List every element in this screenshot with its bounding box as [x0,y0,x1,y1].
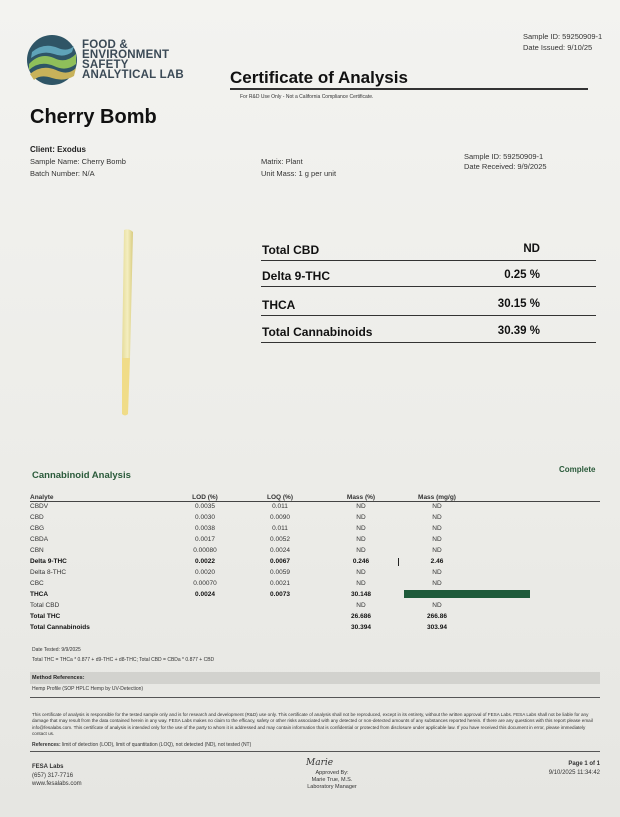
cell-lod: 0.0024 [195,591,215,598]
mass-indicator-tick [398,558,399,566]
cell-analyte: CBDA [30,536,49,543]
cell-analyte: Delta 8-THC [30,569,67,576]
cell-mass-mg: ND [432,525,442,532]
cell-mass-mg: ND [432,580,442,587]
cannabinoid-table [30,491,467,633]
page-number: Page 1 of 1 [568,761,600,767]
approver-name: Marie True, M.S. [311,777,353,783]
company-website: www.fesalabs.com [32,781,82,787]
cell-analyte: CBC [30,580,44,587]
unit-mass: Unit Mass: 1 g per unit [261,169,337,178]
certificate-title: Certificate of Analysis [230,68,408,87]
product-name: Cherry Bomb [30,106,157,128]
summary-value: ND [523,243,540,255]
table-row [30,501,467,512]
date-tested: Date Tested: 9/9/2025 [32,647,81,653]
footer-page-info [518,760,600,777]
table-header-row [30,491,467,501]
cell-loq: 0.011 [272,525,288,532]
references-label: References: [32,742,61,748]
table-row [30,545,467,556]
cell-loq: 0.0067 [270,558,290,565]
disclaimer: This certificate of analysis is responsible for the tested sample only and is for research and development (R&D) use only. This certificate of analysis shall not be reproduced, except in its entirety, without the written approval of FESA Labs. FESA Labs shall not be liable for any damage that may result from the data contained herein in any way. FESA Labs makes no claim to the efficacy, safety or other risks associated with any detected or non-detected amounts of any substances reported herein. If there are any questions with this report please email info@fesalabs.com. This certificate of analysis is intended only for the use of the party to whom it is addressed and may contain information that is confidential or protected from disclosure under applicable law. If you have received this document in error, please immediately contact us. [32,712,593,736]
method-title: Method References: [32,675,85,681]
cell-mass-pct: ND [356,602,366,609]
references-divider [30,751,600,752]
cell-lod: 0.0038 [195,525,215,532]
header-sample-meta [523,31,602,53]
summary-row [261,236,596,261]
col-analyte: Analyte [30,494,54,501]
cell-lod: 0.0017 [195,536,215,543]
sample-name: Sample Name: Cherry Bomb [30,157,126,166]
cell-lod: 0.0035 [195,503,215,510]
client-name: Client: Exodus [30,145,87,154]
logo-line: FOOD & [82,39,128,51]
summary-label: Delta 9-THC [262,269,331,283]
header-sample-id: Sample ID: 59250909-1 [523,32,603,41]
summary-row [261,318,596,343]
cell-lod [165,622,245,633]
references-text: limit of detection (LOD), limit of quantitation (LOQ), not detected (ND), not tested (NT) [62,742,252,748]
col-mass-mg: Mass (mg/g) [418,494,456,501]
cell-mass-pct: ND [356,547,366,554]
product-photo-icon [116,228,138,418]
cell-mass-mg: ND [432,536,442,543]
analysis-title: Cannabinoid Analysis [32,470,131,481]
batch-number: Batch Number: N/A [30,169,95,178]
cell-mass-mg: 2.46 [430,558,444,565]
sample-info-left [30,156,126,180]
cell-loq [245,611,315,622]
table-row [30,556,467,567]
cell-loq: 0.0090 [270,514,290,521]
summary-label: Total CBD [262,243,320,257]
cell-mass-pct: ND [356,536,366,543]
approver-title: Laboratory Manager [307,784,357,790]
header-date-issued: Date Issued: 9/10/25 [523,43,593,52]
sample-info-middle [261,156,336,180]
table-row [30,600,467,611]
cell-lod: 0.0022 [195,558,215,565]
matrix: Matrix: Plant [261,157,303,166]
print-timestamp: 9/10/2025 11:34:42 [548,769,600,776]
cell-mass-pct: 30.148 [351,591,371,598]
cell-analyte: CBD [30,514,44,521]
cell-mass-mg: ND [432,514,442,521]
table-row [30,578,467,589]
cell-analyte: Total CBD [30,602,60,609]
logo-line: SAFETY [82,59,129,71]
summary-value: 0.25 % [504,269,540,281]
method-divider [30,697,600,698]
col-mass-pct: Mass (%) [346,494,376,501]
cell-mass-mg: ND [432,569,442,576]
cell-loq [245,600,315,611]
summary-value: 30.39 % [497,325,540,337]
cell-lod: 0.0020 [195,569,215,576]
summary-label: THCA [262,298,296,312]
cell-mass-mg: ND [432,547,442,554]
cell-analyte: Total Cannabinoids [30,624,90,631]
cell-analyte: CBDV [30,503,49,510]
cell-mass-pct: ND [356,569,366,576]
cell-lod: 0.00080 [193,547,217,554]
analysis-status: Complete [559,465,596,474]
cell-loq: 0.0059 [270,569,290,576]
sample-id: Sample ID: 59250909-1 [464,152,544,161]
company-phone: (657) 317-7716 [32,772,74,779]
cell-analyte: CBN [30,547,44,554]
total-formula: Total THC = THCa * 0.877 + d9-THC + d8-THC; Total CBD = CBDa * 0.877 + CBD [32,657,215,663]
sample-info-right [464,152,547,172]
cell-mass-mg: 303.94 [427,624,447,631]
table-row [30,512,467,523]
summary-row [261,291,596,316]
cell-mass-pct: ND [356,580,366,587]
title-divider [230,88,588,90]
cell-loq: 0.0052 [270,536,290,543]
cell-mass-pct: ND [356,525,366,532]
cell-lod: 0.0030 [195,514,215,521]
cell-analyte: Total THC [30,613,61,620]
signature: Marie [306,758,334,768]
certificate-subtitle: For R&D Use Only - Not a California Compliance Certificate. [240,94,374,100]
table-row [30,611,467,622]
cell-mass-mg: ND [432,602,442,609]
summary-label: Total Cannabinoids [262,325,373,339]
cell-mass-pct: 0.246 [352,558,370,565]
table-row [30,523,467,534]
table-row [30,534,467,545]
cell-loq: 0.0024 [270,547,290,554]
cell-mass-mg: 266.86 [427,613,447,620]
method-text: Hemp Profile (SOP HPLC Hemp by UV-Detection) [32,686,144,692]
approved-by: Approved By: [315,770,349,776]
logo-line: ANALYTICAL LAB [82,69,184,81]
cell-mass-pct: 30.394 [351,624,371,631]
cell-loq [245,622,315,633]
thca-mass-bar [404,590,530,598]
cell-lod [165,600,245,611]
cell-mass-mg: ND [432,503,442,510]
col-lod: LOD (%) [192,494,218,501]
footer-company [32,763,82,789]
cell-lod [165,611,245,622]
references [32,742,251,748]
cell-loq: 0.0021 [270,580,290,587]
footer-approval [292,770,372,791]
cell-mass-pct: 26.686 [351,613,371,620]
company-name: FESA Labs [32,764,64,770]
cell-loq: 0.011 [272,503,288,510]
col-loq: LOQ (%) [267,494,293,501]
cell-mass-pct: ND [356,514,366,521]
cell-mass-pct: ND [356,503,366,510]
table-row [30,567,467,578]
table-row [30,589,467,600]
cell-lod: 0.00070 [193,580,217,587]
table-row [30,622,467,633]
cell-analyte: THCA [30,591,49,598]
cell-analyte: CBG [30,525,45,532]
cell-loq: 0.0073 [270,591,290,598]
method-band [30,672,600,684]
summary-value: 30.15 % [497,298,540,310]
date-received: Date Received: 9/9/2025 [464,162,547,171]
logo-line: ENVIRONMENT [82,49,170,61]
summary-row [261,262,596,287]
cell-analyte: Delta 9-THC [30,558,67,565]
logo-text [82,40,184,80]
